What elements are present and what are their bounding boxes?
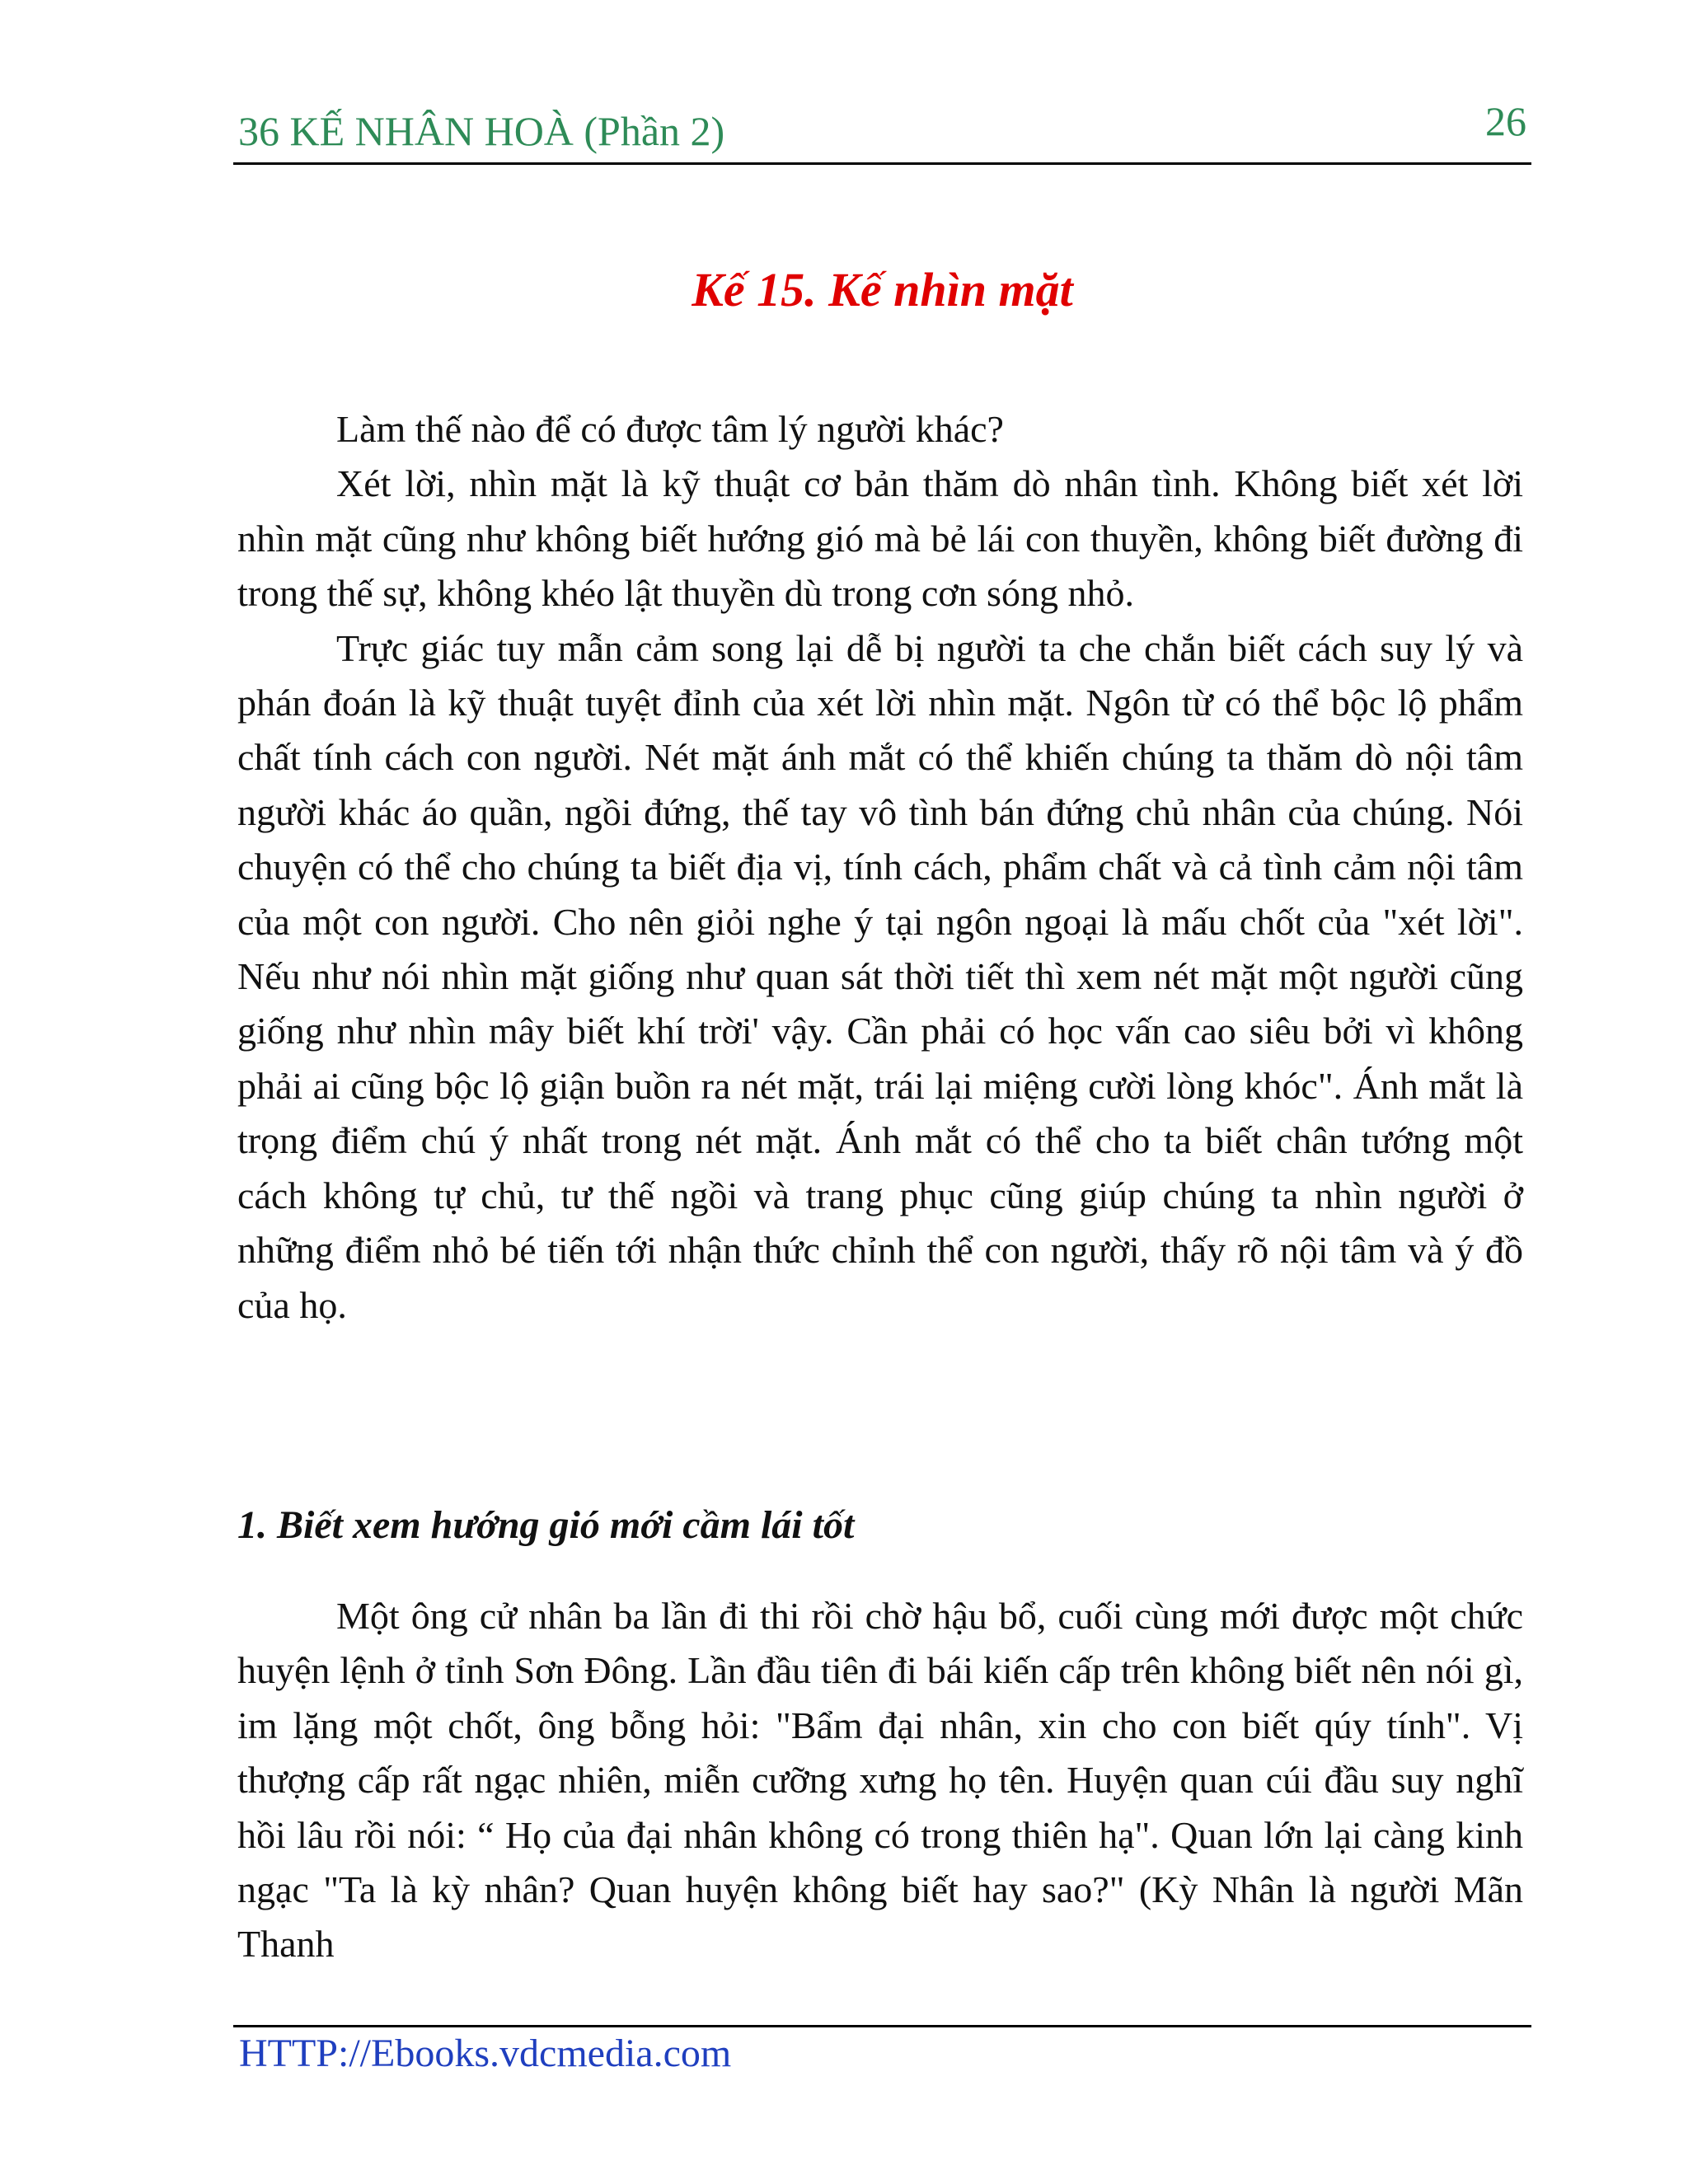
paragraph: Trực giác tuy mẫn cảm song lại dễ bị người ta che chắn biết cách suy lý và phán đoán là kỹ thuật tuyệt đỉnh của xét lời nhìn mặt. Ngôn từ có thể bộc lộ phẩm chất tính cách con người. Nét mặt ánh mắt có thể khiến chúng ta thăm dò nội tâm người khác áo quần, ngồi đứng, thế tay vô tình bán đứng chủ nhân của chúng. Nói chuyện có thể cho chúng ta biết địa vị, tính cách, phẩm chất và cả tình cảm nội tâm của một con người. Cho nên giỏi nghe ý tại ngôn ngoại là mấu chốt của "xét lời". Nếu như nói nhìn mặt giống như quan sát thời tiết thì xem nét mặt một người cũng giống như nhìn mây biết khí trời' vậy. Cần phải có học vấn cao siêu bởi vì không phải ai cũng bộc lộ giận buồn ra nét mặt, trái lại miệng cười lòng khóc". Ánh mắt là trọng điểm chú ý nhất trong nét mặt. Ánh mắt có thể cho ta biết chân tướng một cách không tự chủ, tư thế ngồi và trang phục cũng giúp chúng ta nhìn người ở những điểm nhỏ bé tiến tới nhận thức chỉnh thể con người, thấy rõ nội tâm và ý đồ của họ. [237, 626, 1523, 1326]
page-number: 26 [1485, 98, 1526, 144]
chapter-title: Kế 15. Kế nhìn mặt [692, 263, 1073, 316]
body-text [237, 402, 1523, 1333]
paragraph: Làm thế nào để có được tâm lý người khác? [336, 408, 1004, 450]
section-heading: 1. Biết xem hướng gió mới cầm lái tốt [237, 1503, 855, 1547]
paragraph: Xét lời, nhìn mặt là kỹ thuật cơ bản thăm dò nhân tình. Không biết xét lời nhìn mặt cũng như không biết hướng gió mà bẻ lái con thuyền, không biết đường đi trong thế sự, không khéo lật thuyền dù trong cơn sóng nhỏ. [237, 462, 1523, 615]
footer-link[interactable]: HTTP://Ebooks.vdcmedia.com [239, 2032, 732, 2075]
paragraph: Một ông cử nhân ba lần đi thi rồi chờ hậu bổ, cuối cùng mới được một chức huyện lệnh ở tỉnh Sơn Đông. Lần đầu tiên đi bái kiến cấp trên không biết nên nói gì, im lặng một chốt, ông bỗng hỏi: "Bẩm đại nhân, xin cho con biết qúy tính". Vị thượng cấp rất ngạc nhiên, miễn cưỡng xưng họ tên. Huyện quan cúi đầu suy nghĩ hồi lâu rồi nói: “ Họ của đại nhân không có trong thiên hạ". Quan lớn lại càng kinh ngạc "Ta là kỳ nhân? Quan huyện không biết hay sao?" (Kỳ Nhân là người Mãn Thanh [237, 1595, 1523, 1966]
section-body-text [237, 1589, 1523, 1972]
footer-divider [233, 2025, 1531, 2027]
header-divider [233, 162, 1531, 165]
book-title: 36 KẾ NHÂN HOÀ (Phần 2) [238, 108, 725, 154]
